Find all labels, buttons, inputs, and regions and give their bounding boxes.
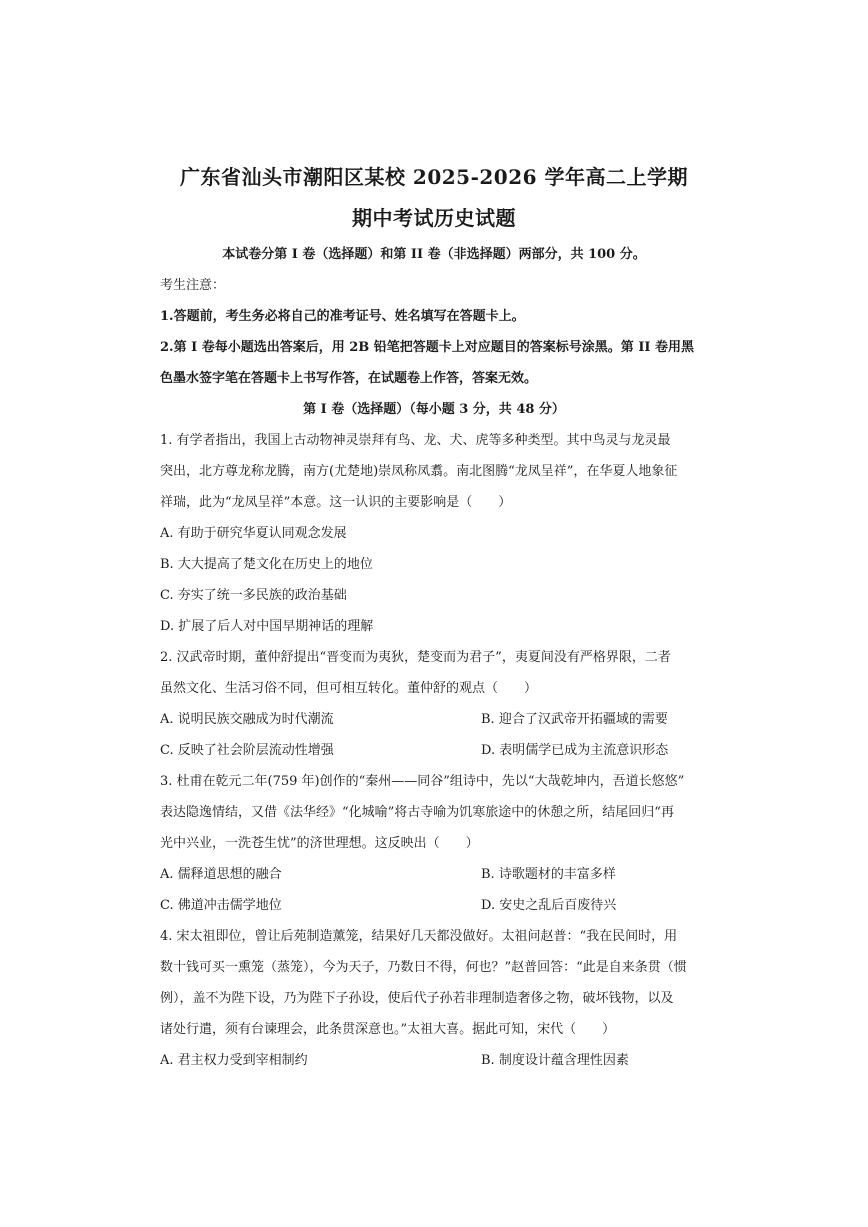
exam-title-line2: 期中考试历史试题 [352, 206, 516, 230]
question-stem-line: 祥瑞，此为“龙凤呈祥”本意。这一认识的主要影响是（ ） [160, 495, 512, 510]
option-b: B. 大大提高了楚文化在历史上的地位 [160, 557, 373, 572]
question-stem-line: 例），盖不为陛下设，乃为陛下子孙设，使后代子孙若非理制造奢侈之物，破坏钱物，以及 [160, 991, 674, 1006]
option-a: A. 有助于研究华夏认同观念发展 [160, 526, 347, 541]
option-b: B. 诗歌题材的丰富多样 [481, 867, 616, 882]
option-a: A. 儒释道思想的融合 [160, 867, 282, 882]
question-stem-line: 数十钱可买一熏笼（蒸笼），今为天子，乃数日不得，何也？”赵普回答：“此是自来条贯（惯 [160, 960, 687, 975]
question-stem-line: 3. 杜甫在乾元二年(759 年)创作的“秦州——同谷”组诗中，先以“大哉乾坤内，吾道长悠悠” [160, 774, 685, 789]
option-c: C. 反映了社会阶层流动性增强 [160, 743, 334, 758]
question-stem-line: 4. 宋太祖即位，曾让后苑制造薰笼，结果好几天都没做好。太祖问赵普：“我在民间时，用 [160, 929, 678, 944]
option-a: A. 君主权力受到宰相制约 [160, 1053, 308, 1068]
question-stem-line: 虽然文化、生活习俗不同，但可相互转化。董仲舒的观点（ ） [160, 681, 538, 696]
option-c: C. 夯实了统一多民族的政治基础 [160, 588, 347, 603]
option-d: D. 安史之乱后百废待兴 [481, 898, 617, 913]
option-d: D. 扩展了后人对中国早期神话的理解 [160, 619, 374, 634]
notice-item-2-line-2: 色墨水签字笔在答题卡上书写作答，在试题卷上作答，答案无效。 [160, 371, 538, 386]
exam-intro: 本试卷分第 I 卷（选择题）和第 II 卷（非选择题）两部分，共 100 分。 [222, 247, 646, 262]
question-stem-line: 诸处行遣，须有台谏理会，此条贯深意也。”太祖大喜。据此可知，宋代（ ） [160, 1022, 616, 1037]
option-b: B. 迎合了汉武帝开拓疆域的需要 [481, 712, 668, 727]
notice-heading: 考生注意： [160, 278, 226, 293]
question-stem-line: 突出，北方尊龙称龙腾，南方(尤楚地)崇凤称凤翥。南北图腾“龙凤呈祥”，在华夏人地象征 [160, 464, 678, 479]
option-b: B. 制度设计蕴含理性因素 [481, 1053, 629, 1068]
notice-item-2-line-1: 2.第 I 卷每小题选出答案后，用 2B 铅笔把答题卡上对应题目的答案标号涂黑。第 II 卷用黑 [160, 340, 695, 355]
exam-title-line1: 广东省汕头市潮阳区某校 2025-2026 学年高二上学期 [179, 165, 689, 189]
question-stem-line: 1. 有学者指出，我国上古动物神灵崇拜有鸟、龙、犬、虎等多种类型。其中鸟灵与龙灵最 [160, 433, 671, 448]
question-stem-line: 光中兴业，一洗苍生忧”的济世理想。这反映出（ ） [160, 836, 479, 851]
option-c: C. 佛道冲击儒学地位 [160, 898, 282, 913]
option-a: A. 说明民族交融成为时代潮流 [160, 712, 334, 727]
notice-item-1: 1.答题前，考生务必将自己的准考证号、姓名填写在答题卡上。 [160, 309, 525, 324]
question-stem-line: 表达隐逸情结，又借《法华经》“化城喻”将古寺喻为饥寒旅途中的休憩之所，结尾回归“再 [160, 805, 674, 820]
question-stem-line: 2. 汉武帝时期，董仲舒提出“晋变而为夷狄，楚变而为君子”，夷夏间没有严格界限，二者 [160, 650, 671, 665]
option-d: D. 表明儒学已成为主流意识形态 [481, 743, 669, 758]
section-1-heading: 第 I 卷（选择题）（每小题 3 分，共 48 分） [303, 402, 565, 417]
